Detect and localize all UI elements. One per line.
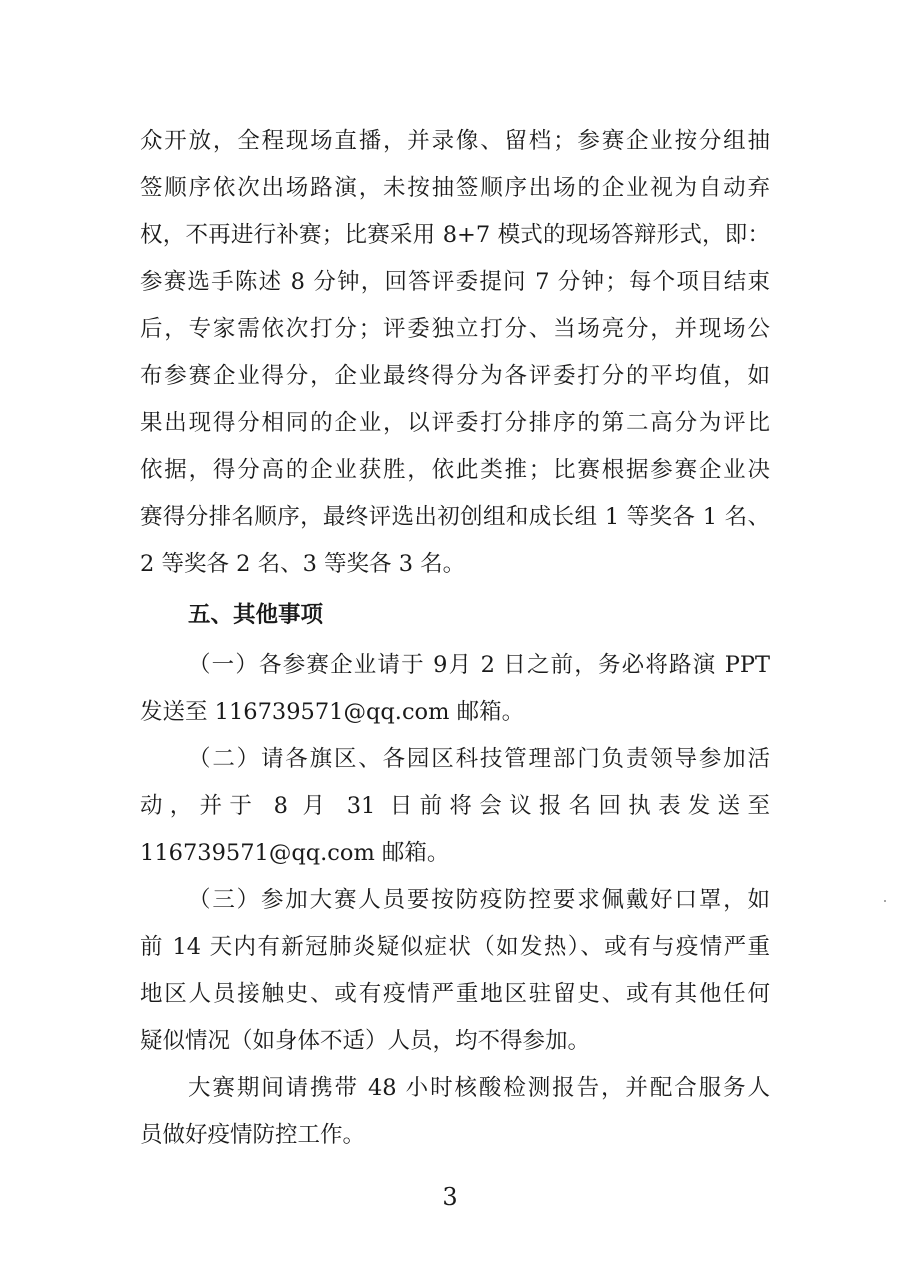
item-2-line: 动，并于 8 月 31 日前将会议报名回执表发送至 <box>140 793 770 819</box>
paragraph-line: 参赛选手陈述 8 分钟，回答评委提问 7 分钟；每个项目结束 <box>140 269 770 295</box>
paragraph-line: 众开放，全程现场直播，并录像、留档；参赛企业按分组抽 <box>140 128 770 154</box>
item-2-line: 116739571@qq.com 邮箱。 <box>140 840 450 866</box>
closing-line: 大赛期间请携带 48 小时核酸检测报告，并配合服务人 <box>188 1075 770 1101</box>
paragraph-line: 依据，得分高的企业获胜，依此类推；比赛根据参赛企业决 <box>140 457 770 483</box>
paragraph-line: 后，专家需依次打分；评委独立打分、当场亮分，并现场公 <box>140 316 770 342</box>
item-1-line: 发送至 116739571@qq.com 邮箱。 <box>140 699 525 725</box>
item-1-line: （一）各参赛企业请于 9月 2 日之前，务必将路演 PPT <box>188 652 770 678</box>
item-3-line: 地区人员接触史、或有疫情严重地区驻留史、或有其他任何 <box>140 981 770 1007</box>
paragraph-line: 果出现得分相同的企业，以评委打分排序的第二高分为评比 <box>140 410 770 436</box>
closing-line: 员做好疫情防控工作。 <box>140 1122 366 1148</box>
paragraph-line: 签顺序依次出场路演，未按抽签顺序出场的企业视为自动弃 <box>140 175 770 201</box>
paragraph-line: 权，不再进行补赛；比赛采用 8+7 模式的现场答辩形式，即： <box>140 222 770 248</box>
scan-speck <box>884 900 886 902</box>
paragraph-line: 赛得分排名顺序，最终评选出初创组和成长组 1 等奖各 1 名、 <box>140 504 770 530</box>
item-3-line: 前 14 天内有新冠肺炎疑似症状（如发热）、或有与疫情严重 <box>140 934 770 960</box>
section-heading: 五、其他事项 <box>188 602 324 628</box>
item-2-line: （二）请各旗区、各园区科技管理部门负责领导参加活 <box>188 746 770 772</box>
paragraph-line: 布参赛企业得分，企业最终得分为各评委打分的平均值，如 <box>140 363 770 389</box>
item-3-line: （三）参加大赛人员要按防疫防控要求佩戴好口罩，如 <box>188 887 770 913</box>
page-number: 3 <box>442 1183 458 1211</box>
item-3-line: 疑似情况（如身体不适）人员，均不得参加。 <box>140 1028 591 1054</box>
paragraph-line: 2 等奖各 2 名、3 等奖各 3 名。 <box>140 551 466 577</box>
